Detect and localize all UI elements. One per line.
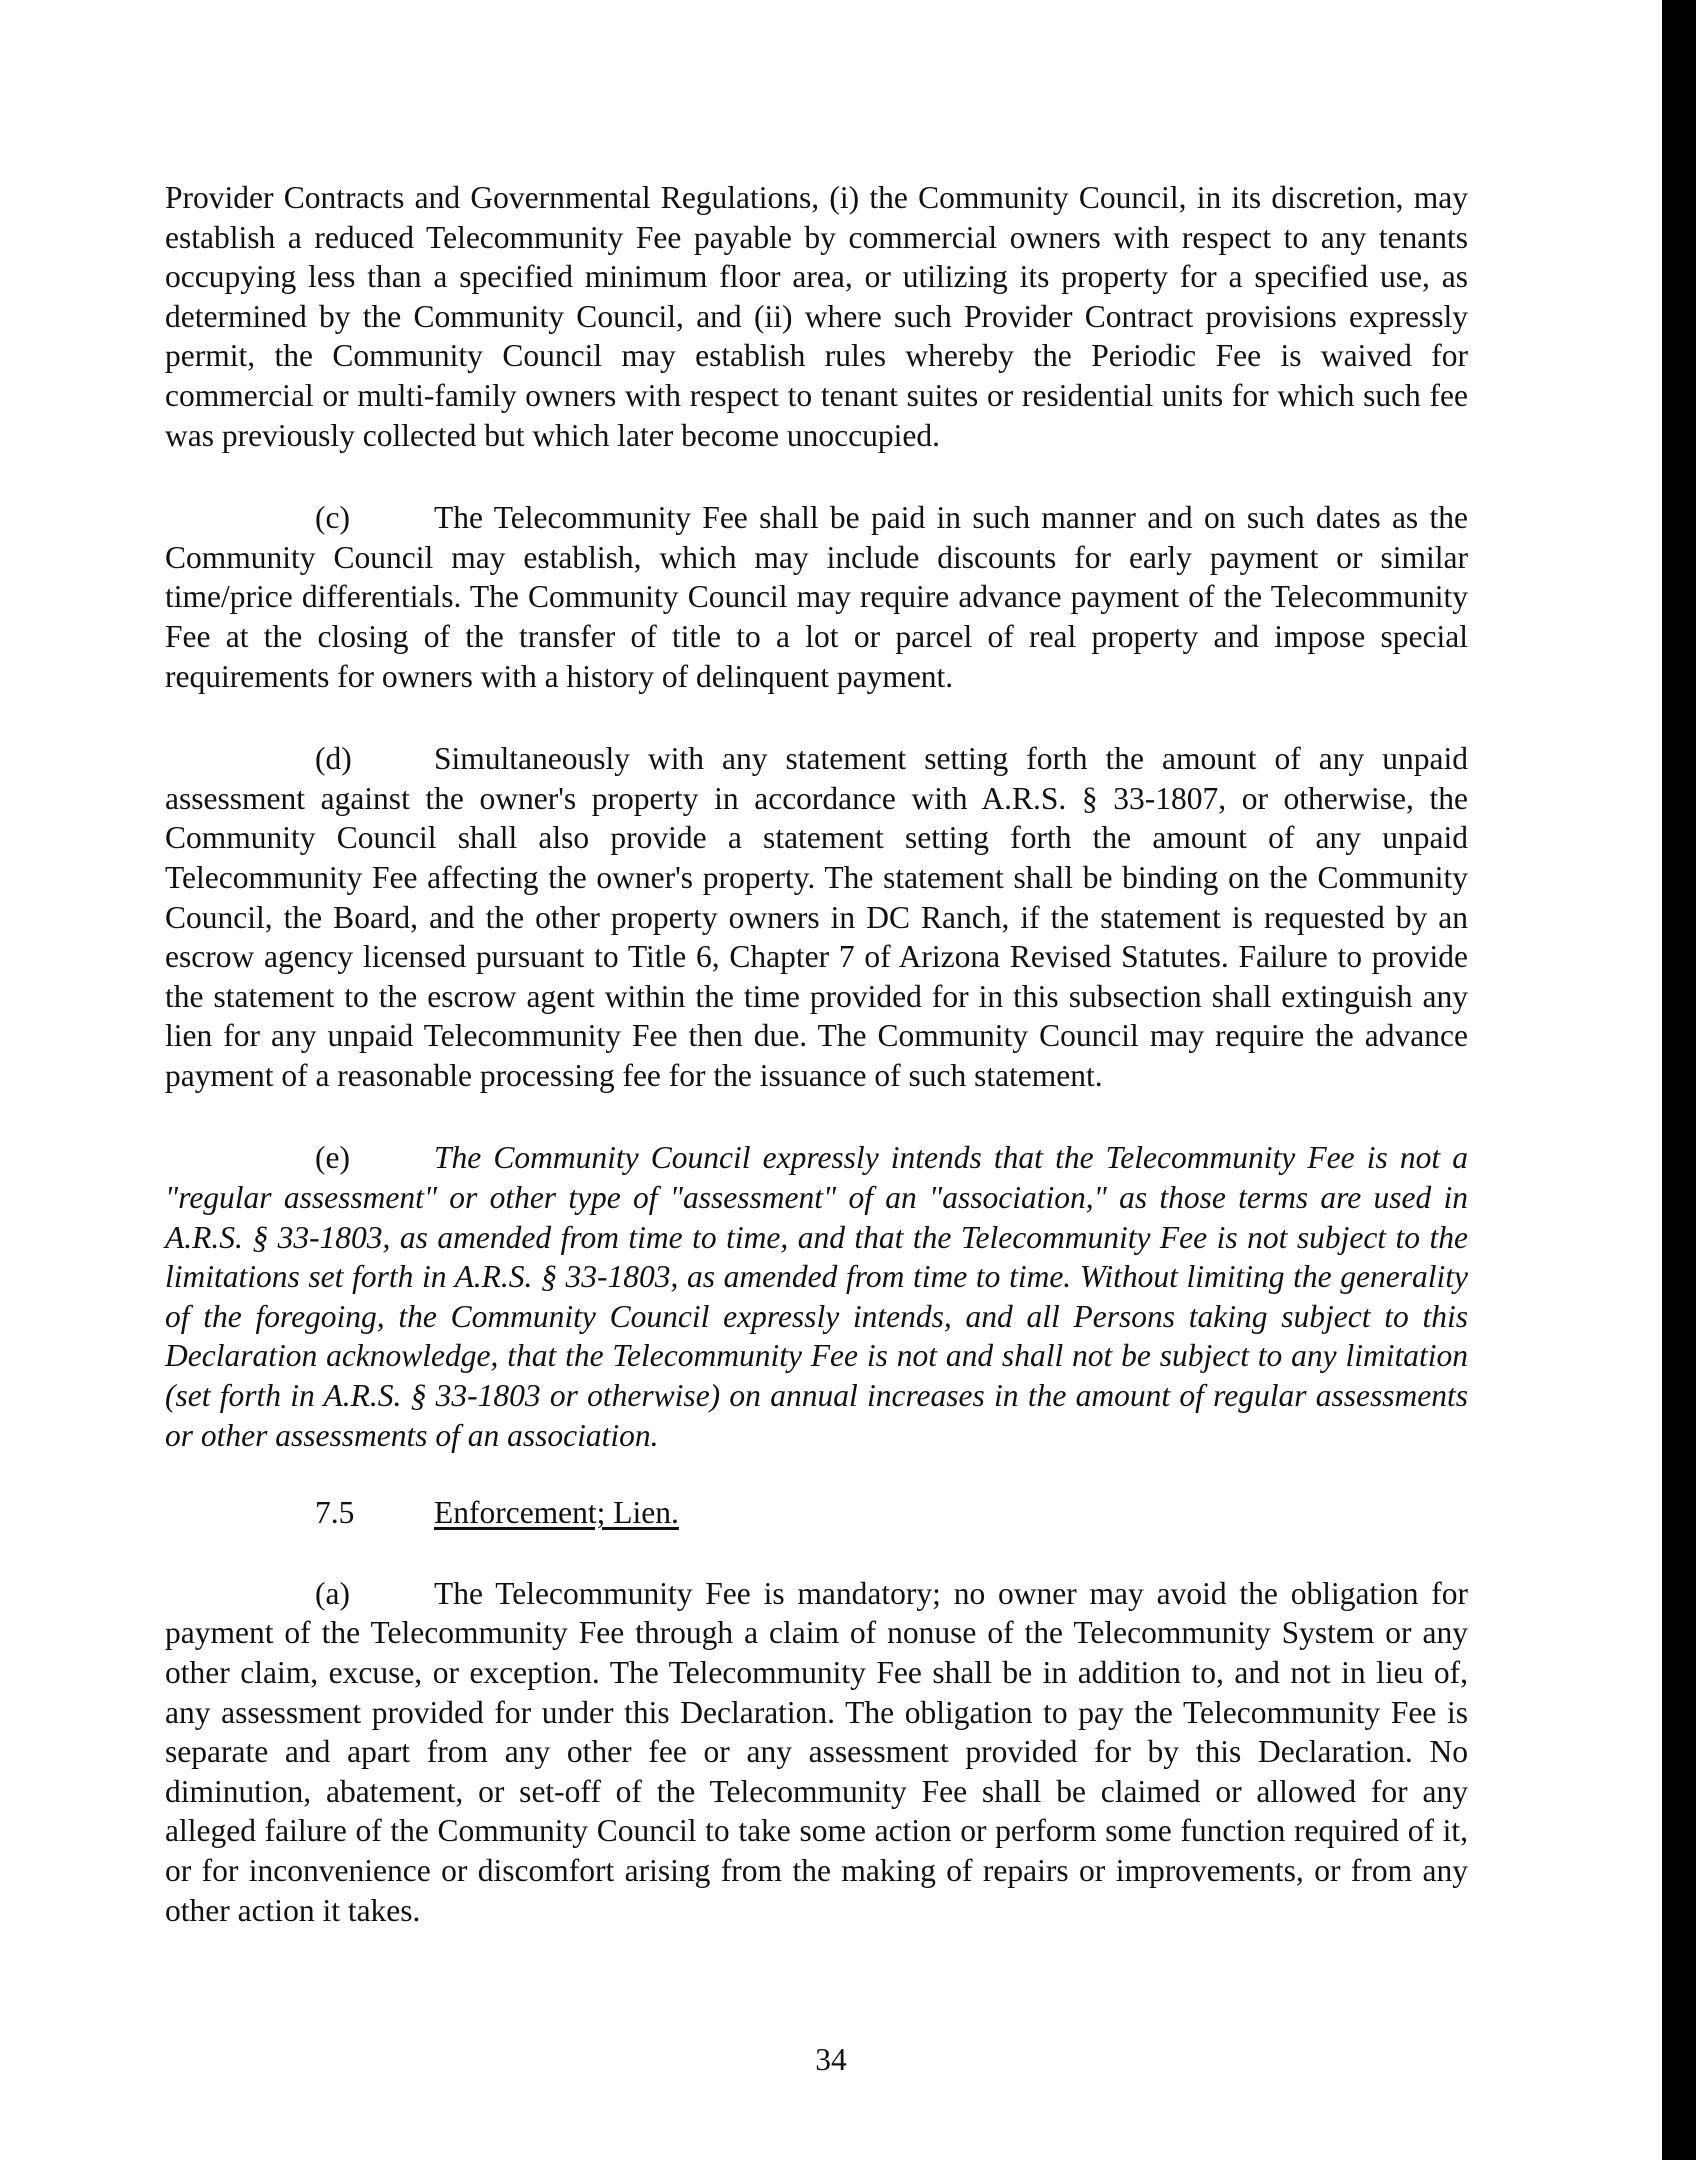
- section-number: 7.5: [315, 1495, 355, 1531]
- subsection-c-text: The Telecommunity Fee shall be paid in such manner and on such dates as the Community Council may establish, which may include discounts for early payment or similar time/price differentials. The Community Council may require advance payment of the Telecommunity Fee at the closing of the transfer of title to a lot or parcel of real property and impose special requirements for owners with a history of delinquent payment.: [165, 500, 1468, 694]
- subsection-e-label: (e): [315, 1140, 350, 1176]
- section-title: Enforcement; Lien.: [434, 1495, 679, 1531]
- subsection-d: [165, 739, 1468, 1095]
- subsection-d-label: (d): [315, 741, 352, 777]
- subsection-d-text: Simultaneously with any statement setting forth the amount of any unpaid assessment against the owner's property in accordance with A.R.S. § 33-1807, or otherwise, the Community Council shall also provide a statement setting forth the amount of any unpaid Telecommunity Fee affecting the owner's property. The statement shall be binding on the Community Council, the Board, and the other property owners in DC Ranch, if the statement is requested by an escrow agency licensed pursuant to Title 6, Chapter 7 of Arizona Revised Statutes. Failure to provide the statement to the escrow agent within the time provided for in this subsection shall extinguish any lien for any unpaid Telecommunity Fee then due. The Community Council may require the advance payment of a reasonable processing fee for the issuance of such statement.: [165, 741, 1468, 1093]
- subsection-c-label: (c): [315, 500, 350, 536]
- continuation-paragraph: Provider Contracts and Governmental Regulations, (i) the Community Council, in its discretion, may establish a reduced Telecommunity Fee payable by commercial owners with respect to any tenants occupying less than a specified minimum floor area, or utilizing its property for a specified use, as determined by the Community Council, and (ii) where such Provider Contract provisions expressly permit, the Community Council may establish rules whereby the Periodic Fee is waived for commercial or multi-family owners with respect to tenant suites or residential units for which such fee was previously collected but which later become unoccupied.: [165, 180, 1468, 453]
- scanned-page-edge: [1662, 0, 1696, 2160]
- section-heading: [165, 1493, 1468, 1533]
- subsection-a-label: (a): [315, 1575, 350, 1611]
- page-number: 34: [815, 2042, 847, 2077]
- subsection-a-text: The Telecommunity Fee is mandatory; no owner may avoid the obligation for payment of the Telecommunity Fee through a claim of nonuse of the Telecommunity System or any other claim, excuse, or exception. The Telecommunity Fee shall be in addition to, and not in lieu of, any assessment provided for under this Declaration. The obligation to pay the Telecommunity Fee is separate and apart from any other fee or any assessment provided for by this Declaration. No diminution, abatement, or set-off of the Telecommunity Fee shall be claimed or allowed for any alleged failure of the Community Council to take some action or perform some function required of it, or for inconvenience or discomfort arising from the making of repairs or improvements, or from any other action it takes.: [165, 1575, 1468, 1928]
- subsection-a: [165, 1574, 1468, 1930]
- subsection-e: [165, 1138, 1468, 1455]
- subsection-e-text: The Community Council expressly intends that the Telecommunity Fee is not a "regular assessment" or other type of "assessment" of an "association," as those terms are used in A.R.S. § 33-1803, as amended from time to time, and that the Telecommunity Fee is not subject to the limitations set forth in A.R.S. § 33-1803, as amended from time to time. Without limiting the generality of the foregoing, the Community Council expressly intends, and all Persons taking subject to this Declaration acknowledge, that the Telecommunity Fee is not and shall not be subject to any limitation (set forth in A.R.S. § 33-1803 or otherwise) on annual increases in the amount of regular assessments or other assessments of an association.: [165, 1140, 1468, 1453]
- document-body: [165, 178, 1468, 1930]
- subsection-c: [165, 498, 1468, 696]
